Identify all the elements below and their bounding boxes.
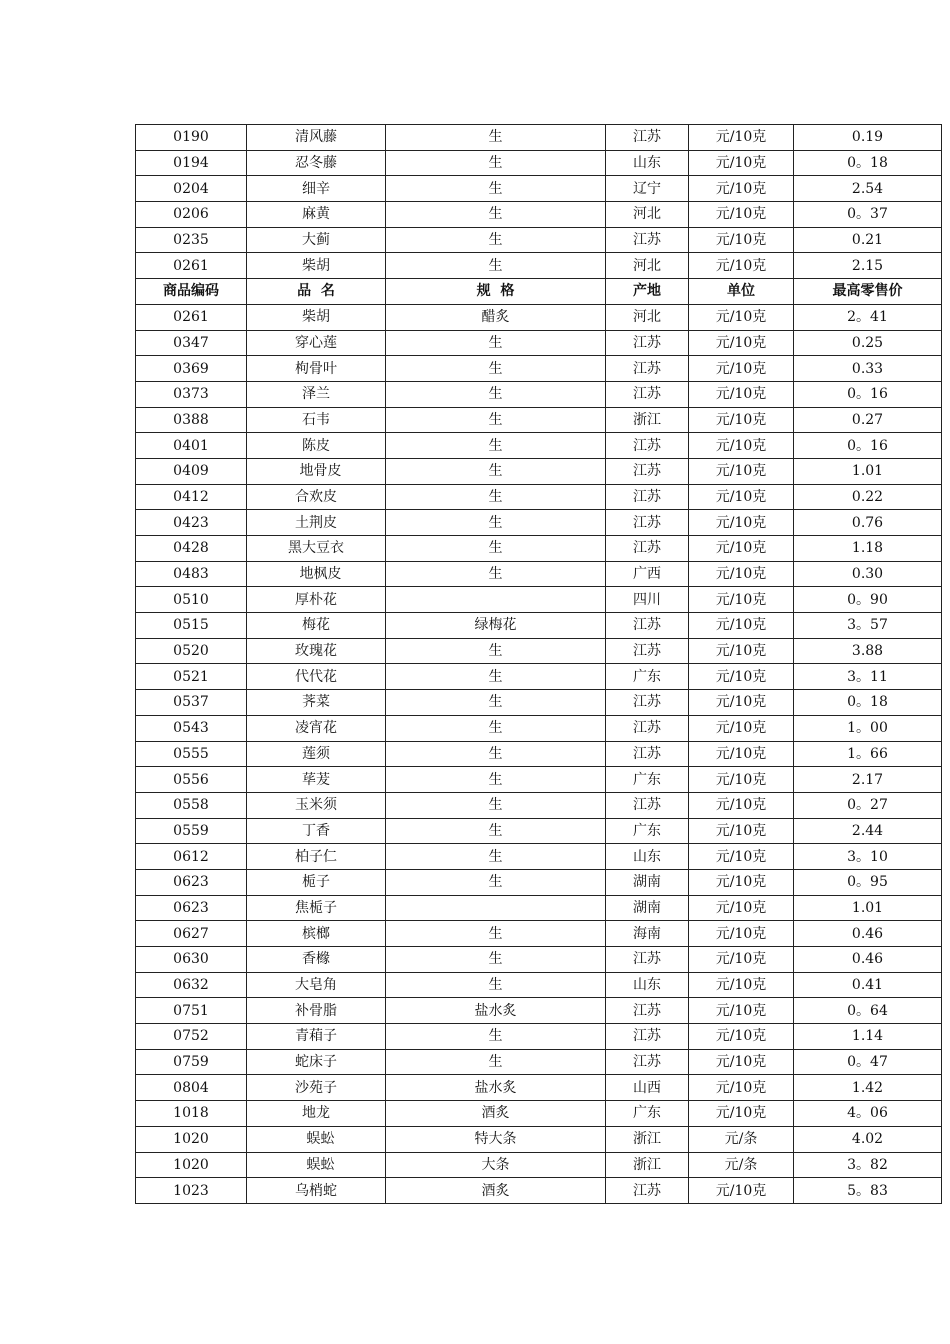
code-cell: 0412: [136, 484, 247, 510]
price-cell: 3。10: [794, 844, 942, 870]
name-cell: 莲须: [247, 741, 386, 767]
unit-cell: 元/条: [689, 1126, 794, 1152]
table-row: [136, 998, 942, 1024]
origin-cell: 江苏: [606, 947, 689, 973]
price-cell: 1。66: [794, 741, 942, 767]
unit-cell: 元/10克: [689, 176, 794, 202]
unit-cell: 元/10克: [689, 1101, 794, 1127]
price-cell: 0.19: [794, 125, 942, 151]
name-cell: 地枫皮: [247, 561, 386, 587]
origin-cell: 江苏: [606, 613, 689, 639]
unit-cell: 元/10克: [689, 1075, 794, 1101]
name-cell: 梅花: [247, 613, 386, 639]
name-cell: 忍冬藤: [247, 150, 386, 176]
name-cell: 泽兰: [247, 381, 386, 407]
table-row: [136, 356, 942, 382]
origin-cell: 海南: [606, 921, 689, 947]
code-cell: 0409: [136, 458, 247, 484]
spec-cell: [386, 587, 606, 613]
price-cell: 2。41: [794, 304, 942, 330]
name-cell: 代代花: [247, 664, 386, 690]
name-cell: 柏子仁: [247, 844, 386, 870]
unit-cell: 元/10克: [689, 304, 794, 330]
name-cell: 细辛: [247, 176, 386, 202]
price-cell: 0.27: [794, 407, 942, 433]
origin-cell: 江苏: [606, 125, 689, 151]
name-cell: 蜈蚣: [247, 1152, 386, 1178]
unit-cell: 元/10克: [689, 818, 794, 844]
unit-cell: 元/10克: [689, 972, 794, 998]
unit-cell: 元/10克: [689, 227, 794, 253]
price-cell: 2.17: [794, 767, 942, 793]
spec-cell: 生: [386, 510, 606, 536]
spec-cell: 特大条: [386, 1126, 606, 1152]
price-cell: 5。83: [794, 1178, 942, 1204]
code-cell: 0369: [136, 356, 247, 382]
origin-cell: 江苏: [606, 792, 689, 818]
header-name-cell: 品 名: [247, 279, 386, 305]
origin-cell: 江苏: [606, 536, 689, 562]
table-row: [136, 433, 942, 459]
table-row: [136, 253, 942, 279]
spec-cell: 盐水炙: [386, 998, 606, 1024]
name-cell: 沙苑子: [247, 1075, 386, 1101]
price-cell: 1.14: [794, 1024, 942, 1050]
origin-cell: 江苏: [606, 330, 689, 356]
code-cell: 0373: [136, 381, 247, 407]
header-price-cell: 最高零售价: [794, 279, 942, 305]
origin-cell: 广东: [606, 818, 689, 844]
name-cell: 陈皮: [247, 433, 386, 459]
table-row: [136, 381, 942, 407]
code-cell: 0206: [136, 202, 247, 228]
spec-cell: 生: [386, 458, 606, 484]
spec-cell: 生: [386, 1024, 606, 1050]
name-cell: 丁香: [247, 818, 386, 844]
unit-cell: 元/10克: [689, 741, 794, 767]
table-row: [136, 869, 942, 895]
spec-cell: 生: [386, 150, 606, 176]
table-row: [136, 792, 942, 818]
spec-cell: 生: [386, 844, 606, 870]
code-cell: 0632: [136, 972, 247, 998]
origin-cell: 江苏: [606, 458, 689, 484]
header-code-cell: 商品编码: [136, 279, 247, 305]
name-cell: 玫瑰花: [247, 638, 386, 664]
spec-cell: 生: [386, 1049, 606, 1075]
price-cell: 0。18: [794, 150, 942, 176]
unit-cell: 元/10克: [689, 150, 794, 176]
table-body: [136, 125, 942, 1204]
origin-cell: 江苏: [606, 433, 689, 459]
origin-cell: 湖南: [606, 869, 689, 895]
origin-cell: 江苏: [606, 1178, 689, 1204]
table-row: [136, 202, 942, 228]
unit-cell: 元/10克: [689, 638, 794, 664]
code-cell: 1020: [136, 1126, 247, 1152]
code-cell: 0428: [136, 536, 247, 562]
unit-cell: 元/10克: [689, 587, 794, 613]
unit-cell: 元/10克: [689, 1024, 794, 1050]
table-row: [136, 767, 942, 793]
price-cell: 0。90: [794, 587, 942, 613]
table-row: [136, 125, 942, 151]
table-row: [136, 741, 942, 767]
name-cell: 荜茇: [247, 767, 386, 793]
table-row: [136, 561, 942, 587]
origin-cell: 广东: [606, 1101, 689, 1127]
price-cell: 0.33: [794, 356, 942, 382]
unit-cell: 元/10克: [689, 330, 794, 356]
price-cell: 1.42: [794, 1075, 942, 1101]
price-cell: 0。47: [794, 1049, 942, 1075]
price-cell: 0。95: [794, 869, 942, 895]
price-cell: 0.76: [794, 510, 942, 536]
header-origin-cell: 产地: [606, 279, 689, 305]
table-row: [136, 587, 942, 613]
spec-cell: 生: [386, 767, 606, 793]
code-cell: 0558: [136, 792, 247, 818]
code-cell: 0510: [136, 587, 247, 613]
spec-cell: 生: [386, 741, 606, 767]
spec-cell: 生: [386, 407, 606, 433]
code-cell: 1018: [136, 1101, 247, 1127]
origin-cell: 浙江: [606, 1152, 689, 1178]
price-cell: 0.22: [794, 484, 942, 510]
spec-cell: 生: [386, 715, 606, 741]
name-cell: 黑大豆衣: [247, 536, 386, 562]
code-cell: 0423: [136, 510, 247, 536]
spec-cell: 生: [386, 972, 606, 998]
spec-cell: 生: [386, 947, 606, 973]
origin-cell: 山东: [606, 844, 689, 870]
name-cell: 荠菜: [247, 690, 386, 716]
unit-cell: 元/10克: [689, 613, 794, 639]
unit-cell: 元/10克: [689, 767, 794, 793]
origin-cell: 四川: [606, 587, 689, 613]
price-cell: 4.02: [794, 1126, 942, 1152]
origin-cell: 广东: [606, 664, 689, 690]
unit-cell: 元/10克: [689, 664, 794, 690]
table-row: [136, 844, 942, 870]
spec-cell: 生: [386, 227, 606, 253]
origin-cell: 辽宁: [606, 176, 689, 202]
name-cell: 合欢皮: [247, 484, 386, 510]
origin-cell: 江苏: [606, 227, 689, 253]
name-cell: 玉米须: [247, 792, 386, 818]
table-header-row: [136, 279, 942, 305]
unit-cell: 元/10克: [689, 561, 794, 587]
code-cell: 0401: [136, 433, 247, 459]
spec-cell: 生: [386, 202, 606, 228]
origin-cell: 浙江: [606, 1126, 689, 1152]
unit-cell: 元/10克: [689, 895, 794, 921]
code-cell: 1023: [136, 1178, 247, 1204]
code-cell: 0612: [136, 844, 247, 870]
name-cell: 地龙: [247, 1101, 386, 1127]
name-cell: 枸骨叶: [247, 356, 386, 382]
unit-cell: 元/10克: [689, 202, 794, 228]
origin-cell: 江苏: [606, 690, 689, 716]
origin-cell: 河北: [606, 202, 689, 228]
code-cell: 0515: [136, 613, 247, 639]
origin-cell: 江苏: [606, 356, 689, 382]
spec-cell: 生: [386, 433, 606, 459]
origin-cell: 广西: [606, 561, 689, 587]
price-cell: 0。64: [794, 998, 942, 1024]
price-cell: 3。82: [794, 1152, 942, 1178]
origin-cell: 湖南: [606, 895, 689, 921]
table-row: [136, 921, 942, 947]
price-cell: 3。57: [794, 613, 942, 639]
table-row: [136, 895, 942, 921]
table-row: [136, 715, 942, 741]
spec-cell: 生: [386, 330, 606, 356]
spec-cell: 生: [386, 356, 606, 382]
table-row: [136, 1126, 942, 1152]
price-cell: 0。27: [794, 792, 942, 818]
code-cell: 0559: [136, 818, 247, 844]
table-row: [136, 458, 942, 484]
origin-cell: 山东: [606, 150, 689, 176]
price-cell: 0。16: [794, 433, 942, 459]
name-cell: 石韦: [247, 407, 386, 433]
code-cell: 0388: [136, 407, 247, 433]
unit-cell: 元/10克: [689, 1049, 794, 1075]
unit-cell: 元/10克: [689, 715, 794, 741]
name-cell: 凌宵花: [247, 715, 386, 741]
table-row: [136, 484, 942, 510]
table-row: [136, 818, 942, 844]
code-cell: 0537: [136, 690, 247, 716]
code-cell: 0235: [136, 227, 247, 253]
name-cell: 香橼: [247, 947, 386, 973]
spec-cell: 绿梅花: [386, 613, 606, 639]
table-row: [136, 330, 942, 356]
code-cell: 0627: [136, 921, 247, 947]
price-cell: 1。00: [794, 715, 942, 741]
table-row: [136, 1152, 942, 1178]
name-cell: 乌梢蛇: [247, 1178, 386, 1204]
spec-cell: 生: [386, 690, 606, 716]
code-cell: 0261: [136, 304, 247, 330]
unit-cell: 元/条: [689, 1152, 794, 1178]
price-cell: 0.46: [794, 921, 942, 947]
name-cell: 柴胡: [247, 304, 386, 330]
spec-cell: 醋炙: [386, 304, 606, 330]
unit-cell: 元/10克: [689, 125, 794, 151]
name-cell: 清风藤: [247, 125, 386, 151]
spec-cell: 生: [386, 381, 606, 407]
unit-cell: 元/10克: [689, 381, 794, 407]
code-cell: 0751: [136, 998, 247, 1024]
table-row: [136, 1024, 942, 1050]
code-cell: 0347: [136, 330, 247, 356]
code-cell: 0630: [136, 947, 247, 973]
spec-cell: 生: [386, 869, 606, 895]
unit-cell: 元/10克: [689, 921, 794, 947]
table-row: [136, 613, 942, 639]
origin-cell: 江苏: [606, 1049, 689, 1075]
price-cell: 0.21: [794, 227, 942, 253]
name-cell: 蜈蚣: [247, 1126, 386, 1152]
origin-cell: 广东: [606, 767, 689, 793]
code-cell: 0556: [136, 767, 247, 793]
spec-cell: 生: [386, 921, 606, 947]
name-cell: 穿心莲: [247, 330, 386, 356]
spec-cell: 盐水炙: [386, 1075, 606, 1101]
name-cell: 栀子: [247, 869, 386, 895]
price-cell: 2.44: [794, 818, 942, 844]
price-cell: 2.15: [794, 253, 942, 279]
table-row: [136, 638, 942, 664]
unit-cell: 元/10克: [689, 356, 794, 382]
unit-cell: 元/10克: [689, 947, 794, 973]
code-cell: 0623: [136, 869, 247, 895]
unit-cell: 元/10克: [689, 510, 794, 536]
origin-cell: 江苏: [606, 715, 689, 741]
origin-cell: 山西: [606, 1075, 689, 1101]
name-cell: 蛇床子: [247, 1049, 386, 1075]
price-cell: 0。37: [794, 202, 942, 228]
unit-cell: 元/10克: [689, 690, 794, 716]
price-cell: 0.30: [794, 561, 942, 587]
name-cell: 焦栀子: [247, 895, 386, 921]
code-cell: 0194: [136, 150, 247, 176]
spec-cell: 生: [386, 176, 606, 202]
spec-cell: 生: [386, 484, 606, 510]
name-cell: 地骨皮: [247, 458, 386, 484]
spec-cell: 生: [386, 536, 606, 562]
unit-cell: 元/10克: [689, 1178, 794, 1204]
code-cell: 0190: [136, 125, 247, 151]
spec-cell: 生: [386, 664, 606, 690]
spec-cell: 大条: [386, 1152, 606, 1178]
origin-cell: 浙江: [606, 407, 689, 433]
unit-cell: 元/10克: [689, 407, 794, 433]
unit-cell: 元/10克: [689, 458, 794, 484]
name-cell: 青葙子: [247, 1024, 386, 1050]
code-cell: 0520: [136, 638, 247, 664]
price-cell: 1.01: [794, 458, 942, 484]
origin-cell: 江苏: [606, 998, 689, 1024]
name-cell: 柴胡: [247, 253, 386, 279]
price-cell: 0.41: [794, 972, 942, 998]
origin-cell: 江苏: [606, 510, 689, 536]
price-cell: 3。11: [794, 664, 942, 690]
table-row: [136, 510, 942, 536]
origin-cell: 河北: [606, 253, 689, 279]
origin-cell: 河北: [606, 304, 689, 330]
spec-cell: 生: [386, 638, 606, 664]
origin-cell: 江苏: [606, 381, 689, 407]
unit-cell: 元/10克: [689, 484, 794, 510]
table-row: [136, 536, 942, 562]
table-row: [136, 407, 942, 433]
price-cell: 0。16: [794, 381, 942, 407]
name-cell: 厚朴花: [247, 587, 386, 613]
price-cell: 1.01: [794, 895, 942, 921]
code-cell: 0804: [136, 1075, 247, 1101]
code-cell: 0543: [136, 715, 247, 741]
code-cell: 0555: [136, 741, 247, 767]
unit-cell: 元/10克: [689, 253, 794, 279]
code-cell: 1020: [136, 1152, 247, 1178]
price-cell: 4。06: [794, 1101, 942, 1127]
header-spec-cell: 规 格: [386, 279, 606, 305]
name-cell: 槟榔: [247, 921, 386, 947]
table-row: [136, 664, 942, 690]
origin-cell: 江苏: [606, 741, 689, 767]
name-cell: 大皂角: [247, 972, 386, 998]
unit-cell: 元/10克: [689, 433, 794, 459]
unit-cell: 元/10克: [689, 998, 794, 1024]
price-table: [135, 124, 942, 1204]
name-cell: 麻黄: [247, 202, 386, 228]
spec-cell: [386, 895, 606, 921]
price-cell: 0.25: [794, 330, 942, 356]
origin-cell: 江苏: [606, 484, 689, 510]
origin-cell: 山东: [606, 972, 689, 998]
spec-cell: 生: [386, 792, 606, 818]
name-cell: 土荆皮: [247, 510, 386, 536]
table-row: [136, 176, 942, 202]
unit-cell: 元/10克: [689, 536, 794, 562]
header-unit-cell: 单位: [689, 279, 794, 305]
table-row: [136, 1178, 942, 1204]
origin-cell: 江苏: [606, 638, 689, 664]
origin-cell: 江苏: [606, 1024, 689, 1050]
price-cell: 0。18: [794, 690, 942, 716]
table-row: [136, 227, 942, 253]
spec-cell: 酒炙: [386, 1178, 606, 1204]
price-cell: 3.88: [794, 638, 942, 664]
name-cell: 补骨脂: [247, 998, 386, 1024]
table-row: [136, 972, 942, 998]
code-cell: 0759: [136, 1049, 247, 1075]
code-cell: 0623: [136, 895, 247, 921]
name-cell: 大蓟: [247, 227, 386, 253]
price-cell: 0.46: [794, 947, 942, 973]
spec-cell: 生: [386, 125, 606, 151]
unit-cell: 元/10克: [689, 844, 794, 870]
price-cell: 1.18: [794, 536, 942, 562]
spec-cell: 生: [386, 253, 606, 279]
spec-cell: 生: [386, 561, 606, 587]
table-row: [136, 1049, 942, 1075]
table-row: [136, 1101, 942, 1127]
code-cell: 0752: [136, 1024, 247, 1050]
code-cell: 0204: [136, 176, 247, 202]
table-row: [136, 690, 942, 716]
price-cell: 2.54: [794, 176, 942, 202]
table-row: [136, 1075, 942, 1101]
table-row: [136, 150, 942, 176]
spec-cell: 生: [386, 818, 606, 844]
code-cell: 0261: [136, 253, 247, 279]
spec-cell: 酒炙: [386, 1101, 606, 1127]
unit-cell: 元/10克: [689, 869, 794, 895]
code-cell: 0483: [136, 561, 247, 587]
table-row: [136, 304, 942, 330]
unit-cell: 元/10克: [689, 792, 794, 818]
table-row: [136, 947, 942, 973]
code-cell: 0521: [136, 664, 247, 690]
